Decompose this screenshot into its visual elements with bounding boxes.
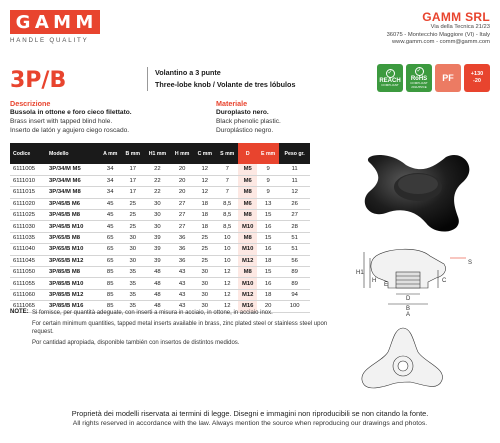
table-cell: 6111035 [10, 232, 46, 243]
footer [0, 408, 500, 429]
description-it: Bussola in ottone e foro cieco filettato. [10, 109, 132, 116]
table-cell: 35 [121, 267, 144, 278]
table-cell: 48 [144, 289, 171, 300]
company-contact: www.gamm.com - comm@gamm.com [391, 39, 490, 45]
table-cell: 15 [257, 210, 279, 221]
table-cell: 27 [171, 198, 194, 209]
table-header-cell: H1 mm [144, 143, 171, 164]
product-title [147, 67, 295, 91]
table-header-cell: Codice [10, 143, 46, 164]
table-cell: 85 [99, 289, 121, 300]
table-cell: M8 [238, 232, 257, 243]
table-cell: 3P/34/M M5 [46, 164, 99, 175]
table-cell: 27 [279, 210, 310, 221]
note-block [10, 309, 350, 350]
table-cell: 39 [144, 232, 171, 243]
table-cell: 30 [144, 198, 171, 209]
table-cell: M12 [238, 255, 257, 266]
table-row [10, 278, 310, 289]
table-cell: 30 [144, 210, 171, 221]
label-a: A [406, 312, 411, 317]
table-cell: 34 [99, 164, 121, 175]
table-row [10, 187, 310, 198]
table-cell: 25 [193, 244, 216, 255]
table-cell: 89 [279, 278, 310, 289]
pf-badge [435, 64, 461, 92]
table-cell: 65 [99, 232, 121, 243]
table-cell: 3P/65/B M12 [46, 255, 99, 266]
table-cell: 6111055 [10, 278, 46, 289]
table-cell: 20 [171, 164, 194, 175]
table-cell: 11 [279, 164, 310, 175]
logo-letter: M [75, 11, 95, 33]
table-cell: 3P/65/B M8 [46, 232, 99, 243]
table-cell: 12 [193, 175, 216, 186]
table-cell: 27 [171, 210, 194, 221]
table-cell: 8,5 [216, 221, 238, 232]
table-cell: 16 [257, 244, 279, 255]
label-e: E [384, 282, 389, 288]
table-cell: 7 [216, 164, 238, 175]
table-cell: 3P/85/B M12 [46, 289, 99, 300]
table-cell: 8,5 [216, 198, 238, 209]
table-cell: 39 [144, 255, 171, 266]
product-code: 3P/B [10, 68, 67, 93]
table-cell: 3P/34/M M6 [46, 175, 99, 186]
table-cell: 16 [257, 221, 279, 232]
table-cell: 3P/65/B M10 [46, 244, 99, 255]
footer-copyright-it: Proprietà dei modelli riservata ai termini di legge. Disegni e immagini non riproducibili se non citando la fonte. [71, 409, 429, 418]
table-cell: 48 [144, 267, 171, 278]
table-cell: 48 [144, 301, 171, 312]
table-cell: 43 [171, 267, 194, 278]
rohs-sub: COMPLIANT 2011/65/CE [410, 81, 428, 89]
table-cell: 6111020 [10, 198, 46, 209]
table-cell: 9 [257, 175, 279, 186]
table-cell: 6111030 [10, 221, 46, 232]
table-header-cell: E mm [257, 143, 279, 164]
material-en: Black phenolic plastic. [216, 118, 281, 125]
company-info [387, 10, 490, 47]
table-cell: 9 [257, 187, 279, 198]
table-cell: 30 [144, 221, 171, 232]
table-cell: 20 [171, 175, 194, 186]
table-cell: 26 [279, 198, 310, 209]
reach-sub: COMPLIANT [381, 82, 399, 87]
table-cell: 22 [144, 175, 171, 186]
table-cell: 17 [121, 187, 144, 198]
table-cell: 25 [121, 221, 144, 232]
table-cell: 9 [257, 164, 279, 175]
table-cell: M10 [238, 244, 257, 255]
table-row [10, 244, 310, 255]
table-cell: 18 [193, 198, 216, 209]
logo-mark [10, 10, 100, 34]
table-cell: M8 [238, 187, 257, 198]
table-cell: M16 [238, 301, 257, 312]
temp-min: -20 [473, 78, 481, 84]
table-cell: 25 [193, 255, 216, 266]
product-title-it: Volantino a 3 punte [155, 68, 221, 77]
temperature-badge [464, 64, 490, 92]
table-cell: 3P/45/B M8 [46, 210, 99, 221]
table-cell: 7 [216, 187, 238, 198]
table-cell: M8 [238, 210, 257, 221]
rohs-title: RoHS [410, 76, 428, 82]
table-cell: 43 [171, 289, 194, 300]
table-cell: 35 [121, 278, 144, 289]
table-cell: 34 [99, 187, 121, 198]
note-it: Si fornisce, per quantità adeguate, con inserti a misura in acciaio, in ottone, in acciaio inox. [32, 310, 273, 316]
label-s: S [468, 260, 473, 266]
table-cell: M5 [238, 164, 257, 175]
table-cell: 6111015 [10, 187, 46, 198]
table-row [10, 164, 310, 175]
table-cell: 30 [193, 289, 216, 300]
table-cell: 39 [144, 244, 171, 255]
table-cell: 65 [99, 244, 121, 255]
table-cell: 30 [121, 232, 144, 243]
table-cell: 25 [193, 232, 216, 243]
company-address: 36075 - Montecchio Maggiore (VI) - Italy [386, 31, 490, 38]
table-cell: 18 [257, 255, 279, 266]
table-header-cell: Modello [46, 143, 99, 164]
gamm-logo [10, 10, 100, 44]
table-cell: 10 [216, 255, 238, 266]
table-cell: 35 [121, 301, 144, 312]
table-cell: 30 [121, 255, 144, 266]
table-header-cell: A mm [99, 143, 121, 164]
company-name: GAMM SRL [422, 10, 490, 24]
table-cell: 6111025 [10, 210, 46, 221]
table-cell: 45 [99, 198, 121, 209]
table-header-cell: Peso gr. [279, 143, 310, 164]
knob-photo [340, 143, 490, 238]
table-cell: 15 [257, 267, 279, 278]
table-header-row [10, 143, 310, 164]
description-es: Inserto de latón y agujero ciego roscado. [10, 127, 130, 134]
description-heading: Descrizione [10, 99, 51, 108]
table-cell: 12 [216, 289, 238, 300]
table-cell: 35 [121, 289, 144, 300]
table-cell: 6111040 [10, 244, 46, 255]
product-table [10, 143, 310, 313]
table-cell: M10 [238, 278, 257, 289]
logo-letter: A [34, 11, 50, 33]
table-cell: 15 [257, 232, 279, 243]
temp-max: +130 [470, 71, 484, 77]
table-row [10, 175, 310, 186]
table-cell: 20 [171, 187, 194, 198]
label-d: D [406, 296, 411, 302]
table-cell: 3P/85/B M10 [46, 278, 99, 289]
table-cell: 22 [144, 187, 171, 198]
table-cell: 36 [171, 232, 194, 243]
table-row [10, 255, 310, 266]
table-cell: 10 [216, 232, 238, 243]
table-row [10, 221, 310, 232]
table-cell: 34 [99, 175, 121, 186]
table-cell: 89 [279, 267, 310, 278]
certification-badges [377, 64, 490, 92]
table-cell: 12 [279, 187, 310, 198]
check-icon: ✓ [387, 69, 393, 76]
table-cell: 28 [279, 221, 310, 232]
table-cell: M6 [238, 198, 257, 209]
pf-label: PF [442, 73, 454, 83]
table-cell: 18 [257, 289, 279, 300]
logo-letter: M [53, 11, 73, 33]
reach-badge [377, 64, 403, 92]
logo-letter: G [15, 11, 32, 33]
table-cell: 17 [121, 164, 144, 175]
table-cell: 3P/34/M M8 [46, 187, 99, 198]
note-label: NOTE: [10, 309, 29, 315]
table-cell: M6 [238, 175, 257, 186]
table-cell: 85 [99, 301, 121, 312]
table-cell: 30 [121, 244, 144, 255]
table-cell: 12 [216, 278, 238, 289]
table-cell: 45 [99, 210, 121, 221]
description-block [10, 99, 132, 135]
top-view-drawing [348, 322, 458, 404]
footer-copyright-en: All rights reserved in accordance with the law. Always mention the source when reproducing our drawings and photos. [72, 420, 428, 427]
table-cell: 6111050 [10, 267, 46, 278]
table-row [10, 232, 310, 243]
table-cell: 18 [193, 210, 216, 221]
table-cell: 94 [279, 289, 310, 300]
table-cell: 20 [257, 301, 279, 312]
table-cell: 30 [193, 278, 216, 289]
table-cell: 51 [279, 232, 310, 243]
table-cell: 3P/45/B M6 [46, 198, 99, 209]
table-cell: 85 [99, 267, 121, 278]
table-cell: 6111065 [10, 301, 46, 312]
label-h: H [372, 278, 377, 284]
label-c: C [442, 278, 447, 284]
table-cell: 6111010 [10, 175, 46, 186]
label-b: B [406, 306, 411, 312]
material-block [216, 99, 281, 135]
table-cell: 30 [193, 301, 216, 312]
table-cell: 43 [171, 278, 194, 289]
table-cell: 6111045 [10, 255, 46, 266]
table-cell: 25 [121, 198, 144, 209]
material-it: Duroplasto nero. [216, 109, 269, 116]
reach-title: REACH [379, 77, 401, 84]
material-heading: Materiale [216, 99, 248, 108]
material-es: Duroplástico negro. [216, 127, 274, 134]
table-cell: 45 [99, 221, 121, 232]
table-cell: 36 [171, 255, 194, 266]
table-row [10, 267, 310, 278]
table-cell: 51 [279, 244, 310, 255]
table-cell: 11 [279, 175, 310, 186]
table-header-cell: S mm [216, 143, 238, 164]
table-header-cell: B mm [121, 143, 144, 164]
table-cell: 25 [121, 210, 144, 221]
table-cell: 3P/85/B M16 [46, 301, 99, 312]
table-cell: 36 [171, 244, 194, 255]
table-cell: 6111060 [10, 289, 46, 300]
table-cell: 16 [257, 278, 279, 289]
table-cell: 13 [257, 198, 279, 209]
table-cell: 100 [279, 301, 310, 312]
logo-subtitle: HANDLE QUALITY [10, 37, 89, 44]
table-cell: 8,5 [216, 210, 238, 221]
table-row [10, 198, 310, 209]
table-cell: 65 [99, 255, 121, 266]
table-cell: 30 [193, 267, 216, 278]
table-cell: 22 [144, 164, 171, 175]
table-cell: 3P/45/B M10 [46, 221, 99, 232]
table-cell: M10 [238, 221, 257, 232]
table-cell: 7 [216, 175, 238, 186]
note-es: Por cantidad apropiada, disponible también con insertos de distintos medidos. [32, 340, 240, 346]
table-cell: 85 [99, 278, 121, 289]
table-cell: 27 [171, 221, 194, 232]
table-cell: M8 [238, 267, 257, 278]
table-cell: 18 [193, 221, 216, 232]
table-cell: 17 [121, 175, 144, 186]
description-en: Brass insert with tapped blind hole. [10, 118, 113, 125]
table-body [10, 164, 310, 312]
table-cell: M12 [238, 289, 257, 300]
table-cell: 43 [171, 301, 194, 312]
table-cell: 3P/85/B M8 [46, 267, 99, 278]
table-cell: 10 [216, 244, 238, 255]
table-header-cell: D [238, 143, 257, 164]
table-cell: 6111005 [10, 164, 46, 175]
check-icon: ✓ [416, 68, 422, 74]
table-row [10, 289, 310, 300]
product-title-en-es: Three-lobe knob / Volante de tres lóbulos [155, 80, 296, 89]
table-cell: 48 [144, 278, 171, 289]
note-en: For certain minimum quantities, tapped metal inserts available in brass, zinc plated steel or stainless steel upon request. [32, 321, 328, 335]
rohs-badge [406, 64, 432, 92]
table-cell: 12 [193, 187, 216, 198]
table-header-cell: C mm [193, 143, 216, 164]
table-cell: 12 [216, 301, 238, 312]
table-header-cell: H mm [171, 143, 194, 164]
company-address: Via della Tecnica 21/23 [430, 24, 490, 30]
table-cell: 12 [216, 267, 238, 278]
table-cell: 56 [279, 255, 310, 266]
table-cell: 12 [193, 164, 216, 175]
side-view-drawing [348, 242, 478, 317]
table-row [10, 210, 310, 221]
label-h1: H1 [356, 270, 364, 276]
